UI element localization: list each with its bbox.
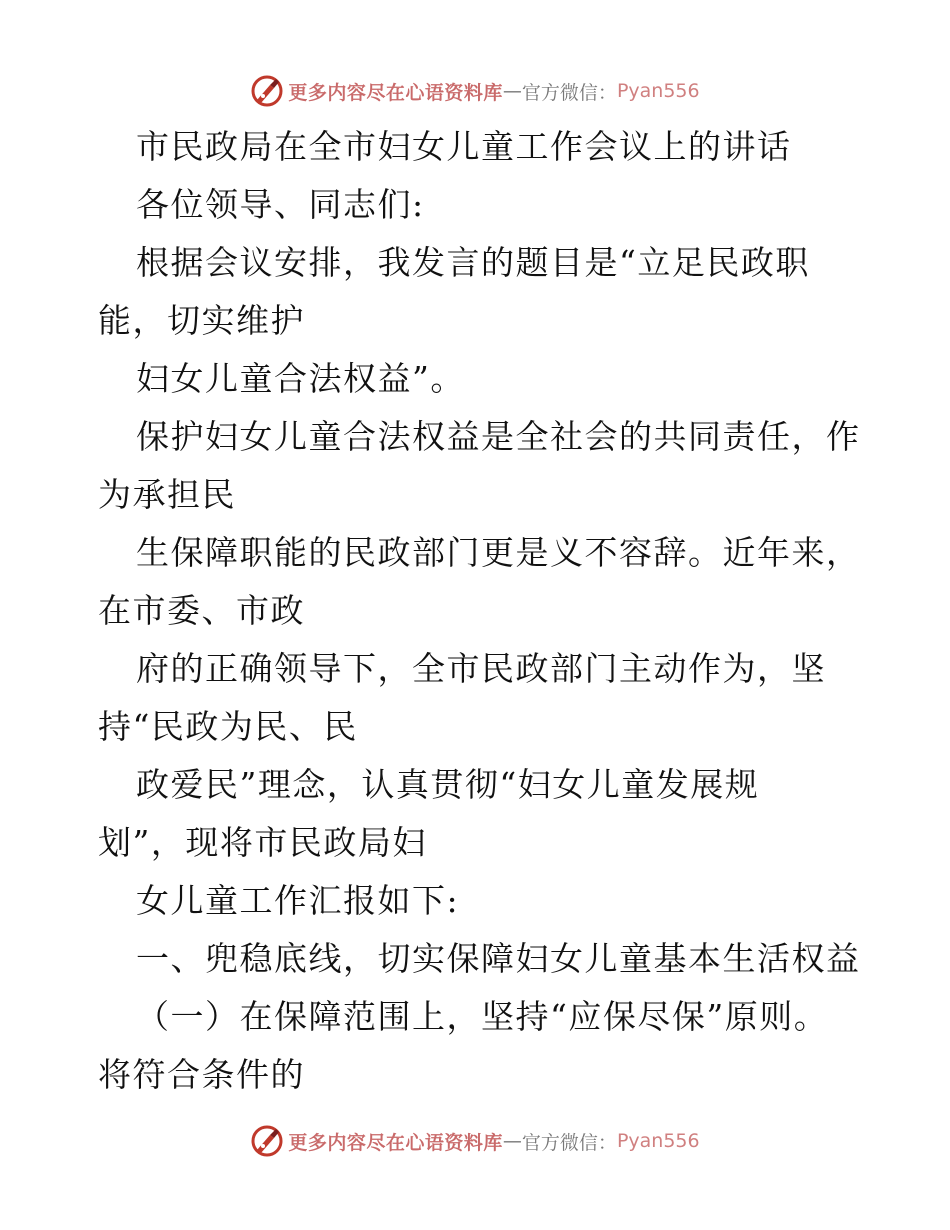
paragraph-line: 为承担民 [98, 475, 236, 514]
watermark-dash: — [502, 1130, 522, 1152]
paragraph-line: 政爱民”理念，认真贯彻“妇女儿童发展规 [136, 765, 760, 804]
paragraph-line: 能，切实维护 [98, 301, 305, 340]
watermark-wechat-label: 官方微信： [521, 81, 617, 104]
watermark-wechat-id: Pyan556 [616, 1130, 700, 1152]
watermark-main-text: 更多内容尽在心语资料库 [288, 81, 503, 104]
paragraph-line: 在市委、市政 [98, 591, 305, 630]
paragraph-line: 妇女儿童合法权益”。 [136, 359, 465, 398]
watermark-dash: — [502, 80, 522, 102]
footer-watermark [0, 1121, 950, 1161]
pen-logo-icon [250, 74, 284, 108]
document-title: 市民政局在全市妇女儿童工作会议上的讲话 [136, 127, 792, 166]
paragraph-line: 生保障职能的民政部门更是义不容辞。近年来， [136, 533, 861, 572]
watermark-wechat-label: 官方微信： [521, 1131, 617, 1154]
paragraph-line: 根据会议安排，我发言的题目是“立足民政职 [136, 243, 810, 282]
paragraph-line: 女儿童工作汇报如下: [136, 881, 460, 920]
section-heading: 一、兜稳底线，切实保障妇女儿童基本生活权益 [136, 939, 861, 978]
subsection-heading: （一）在保障范围上，坚持“应保尽保”原则。 [136, 997, 829, 1036]
pen-logo-icon [250, 1124, 284, 1158]
header-watermark [0, 71, 950, 111]
paragraph-line: 府的正确领导下，全市民政部门主动作为，坚 [136, 649, 826, 688]
watermark-wechat-id: Pyan556 [616, 80, 700, 102]
paragraph-line: 持“民政为民、民 [98, 707, 358, 746]
salutation: 各位领导、同志们: [136, 185, 425, 224]
paragraph-line: 保护妇女儿童合法权益是全社会的共同责任，作 [136, 417, 861, 456]
watermark-main-text: 更多内容尽在心语资料库 [288, 1131, 503, 1154]
paragraph-line: 将符合条件的 [98, 1055, 305, 1094]
paragraph-line: 划”，现将市民政局妇 [98, 823, 427, 862]
